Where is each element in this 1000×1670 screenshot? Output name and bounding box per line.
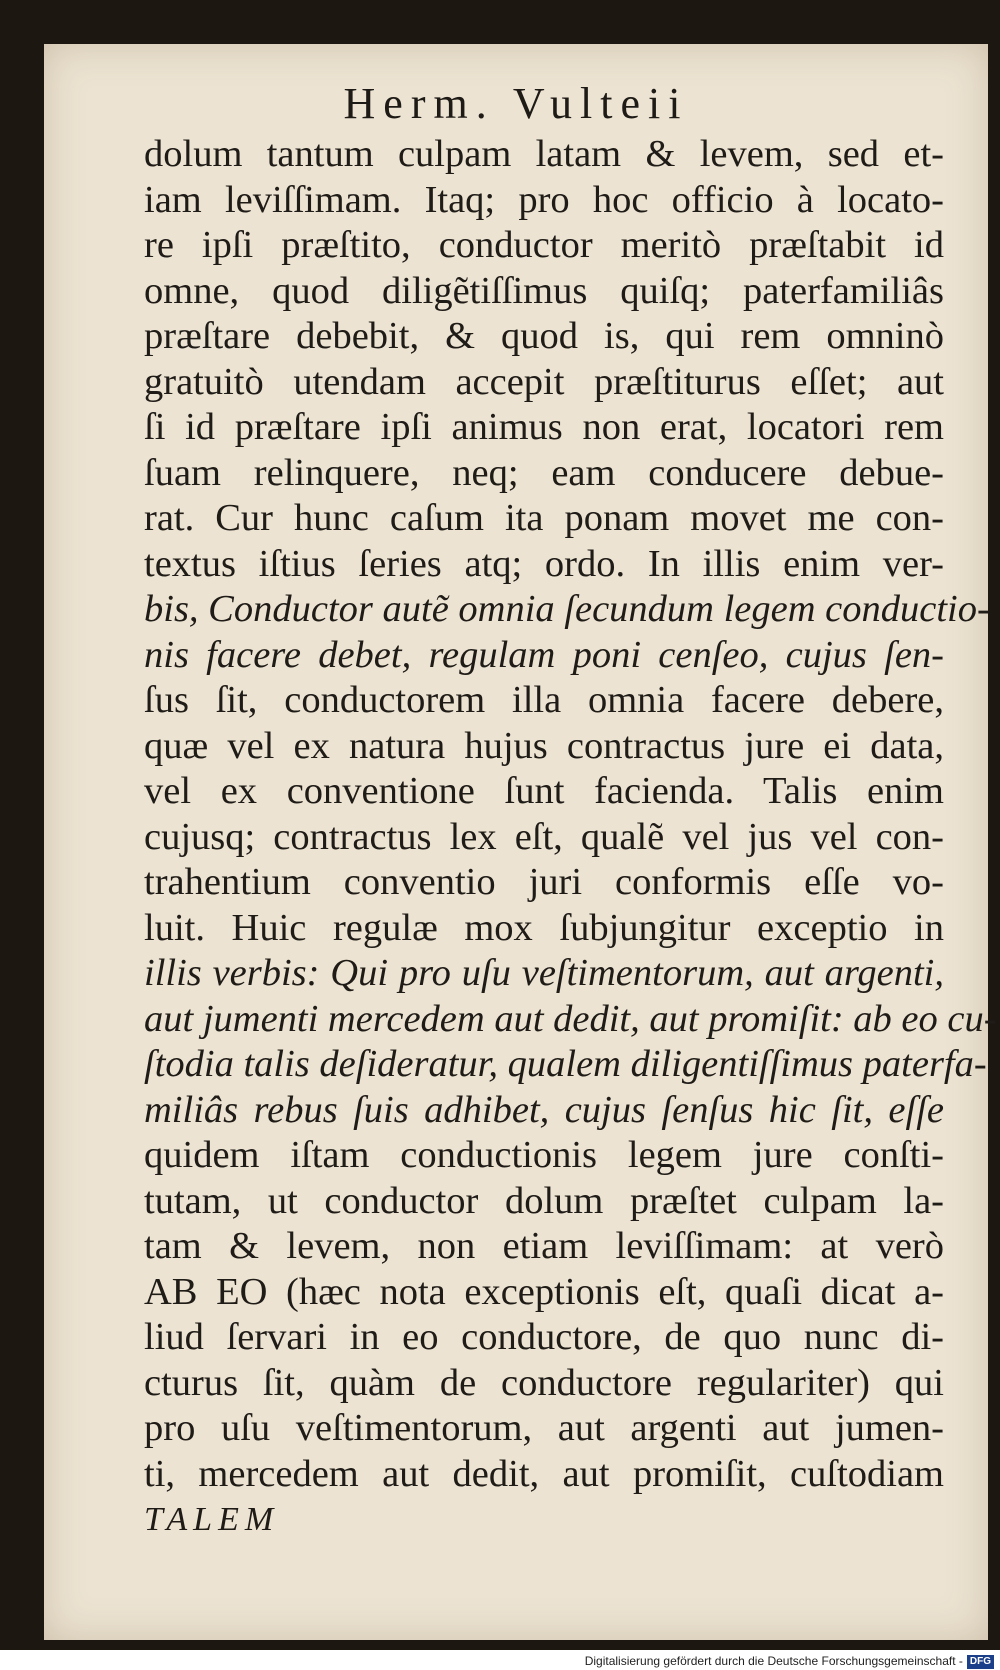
text-line: dolum tantum culpam latam & levem, sed et- <box>144 133 944 175</box>
text-line: miliâs rebus ſuis adhibet, cujus ſenſus hic ſit, eſſe <box>144 1088 944 1131</box>
text-line: luit. Huic regulæ mox ſubjungitur exceptio in <box>144 906 944 949</box>
text-line: ſi id præſtare ipſi animus non erat, locatori rem <box>144 406 944 448</box>
text-line: ſtodia talis deſideratur, qualem diligentiſſimus paterfa- <box>144 1043 987 1085</box>
catchword: TALEM <box>144 1501 280 1538</box>
text-line: AB EO (hæc nota exceptionis eſt, quaſi dicat a- <box>144 1270 944 1313</box>
text-line: ti, mercedem aut dedit, aut promiſit, cuſtodiam <box>144 1452 944 1495</box>
text-line: pro uſu veſtimentorum, aut argenti aut jumen- <box>144 1407 944 1449</box>
text-line: illis verbis: Qui pro uſu veſtimentorum, aut argenti, <box>144 952 944 994</box>
text-line: tutam, ut conductor dolum præſtet culpam la- <box>144 1179 944 1222</box>
text-line: vel ex conventione ſunt facienda. Talis enim <box>144 770 944 812</box>
text-line: textus iſtius ſeries atq; ordo. In illis enim ver- <box>144 542 944 585</box>
text-line: iam leviſſimam. Itaq; pro hoc officio à locato- <box>144 178 944 221</box>
text-line: aut jumenti mercedem aut dedit, aut promiſit: ab eo cu- <box>144 997 997 1040</box>
dfg-logo: DFG <box>967 1655 994 1669</box>
text-line: ſus ſit, conductorem illa omnia facere debere, <box>144 679 944 721</box>
text-line: cturus ſit, quàm de conductore regulariter) qui <box>144 1361 944 1404</box>
text-line: re ipſi præſtito, conductor meritò præſtabit id <box>144 224 944 266</box>
text-line: quæ vel ex natura hujus contractus jure ei data, <box>144 724 944 767</box>
text-line: nis facere debet, regulam poni cenſeo, cujus ſen- <box>144 633 944 676</box>
text-line: liud ſervari in eo conductore, de quo nunc di- <box>144 1316 944 1358</box>
text-line: ſuam relinquere, neq; eam conducere debue- <box>144 451 944 494</box>
text-line: præſtare debebit, & quod is, qui rem omninò <box>144 315 944 357</box>
text-line: omne, quod diligẽtiſſimus quiſq; paterfamiliâs <box>144 269 944 312</box>
text-line: bis, Conductor autẽ omnia ſecundum legem conductio- <box>144 588 990 630</box>
text-line: gratuitò utendam accepit præſtiturus eſſet; aut <box>144 360 944 403</box>
text-line: tam & levem, non etiam leviſſimam: at verò <box>144 1225 944 1267</box>
digitization-footer <box>0 1652 1000 1670</box>
text-line: cujusq; contractus lex eſt, qualẽ vel jus vel con- <box>144 815 944 858</box>
text-line: quidem iſtam conductionis legem jure conſti- <box>144 1134 944 1176</box>
running-head: Herm. Vulteii <box>343 79 689 128</box>
text-line: trahentium conventio juri conformis eſſe vo- <box>144 861 944 903</box>
footer-text: Digitalisierung gefördert durch die Deutsche Forschungsgemeinschaft - <box>584 1654 963 1668</box>
body-text <box>144 132 997 1543</box>
text-line: rat. Cur hunc caſum ita ponam movet me con- <box>144 497 944 539</box>
book-page <box>44 44 997 1640</box>
